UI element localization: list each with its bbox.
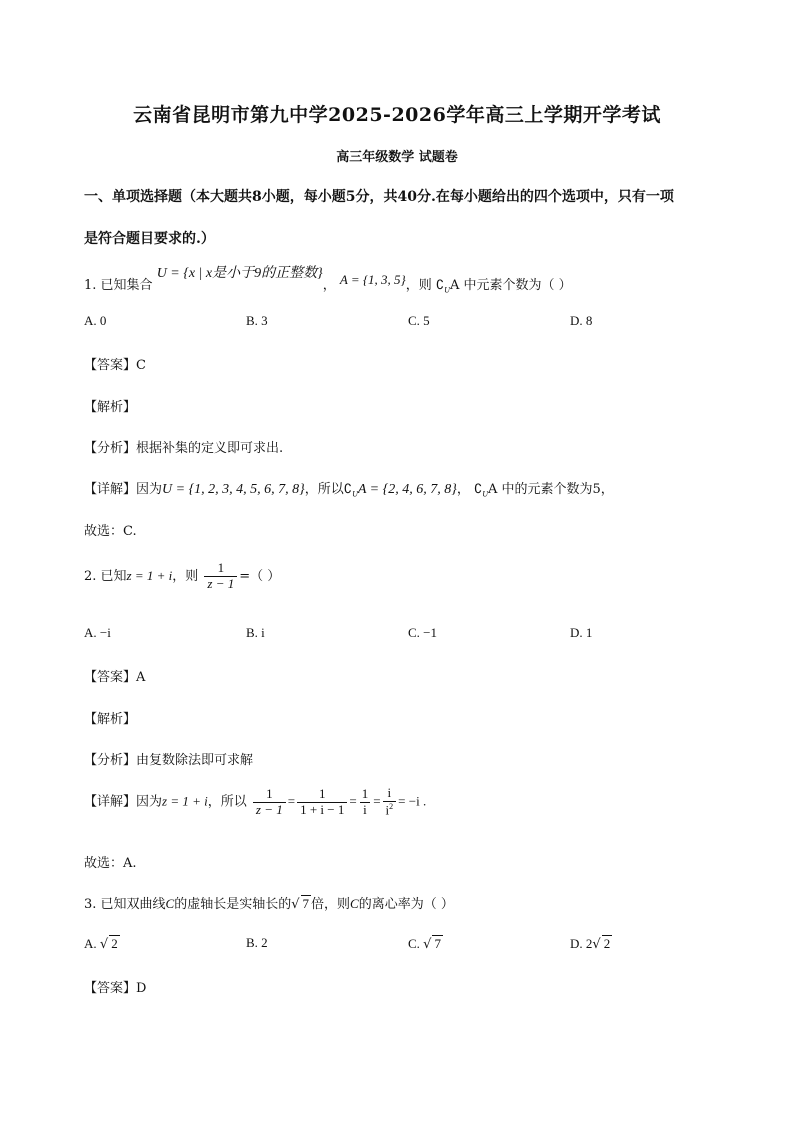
- q1-conclusion: 故选：C.: [84, 524, 137, 539]
- q2-detail-frac2: [297, 787, 347, 818]
- q2-detail-frac4: [383, 786, 397, 818]
- q2-detail-frac3: [359, 787, 372, 818]
- q3-mid: 的虚轴长是实轴长的: [174, 897, 292, 912]
- q1-complement-sub: U: [444, 285, 450, 295]
- q1-detail-a: 【详解】因为: [84, 482, 163, 497]
- q2-fraction: [204, 561, 237, 592]
- q1-detail-sub2: U: [482, 489, 489, 499]
- q1-detail-u: U = {1, 2, 3, 4, 5, 6, 7, 8}: [162, 482, 305, 497]
- q1-detail-c: ∁: [343, 482, 353, 497]
- q1-option-d: D. 8: [570, 313, 593, 328]
- q1-set-a: A = {1, 3, 5}: [339, 272, 406, 287]
- q3-opt-a-label: A.: [84, 936, 97, 951]
- q2-detail-z: z = 1 + i: [162, 793, 208, 809]
- q2-option-b: B. i: [246, 625, 265, 640]
- q3-tail: 的离心率为（ ）: [358, 897, 454, 912]
- q2-prefix: 2. 已知: [84, 568, 127, 584]
- page-subtitle: 高三年级数学 试题卷: [336, 150, 458, 165]
- q2-frac-num: 1: [217, 560, 225, 575]
- q3-opt-a-value: 2: [111, 936, 118, 951]
- q1-answer: 【答案】C: [84, 358, 146, 373]
- q1-detail: 【详解】因为U = {1, 2, 3, 4, 5, 6, 7, 8}，所以$∁_UA = \{2$, 4, 6, 7, 8}， $∁_UA$ 中的元素个数为5，: [84, 482, 614, 499]
- q3-opt-d-value: 2: [603, 936, 611, 951]
- q3-c2: C: [350, 896, 359, 911]
- q2-fenxi: 【分析】由复数除法即可求解: [84, 753, 254, 768]
- q3-mid2: 倍，则: [311, 897, 351, 912]
- q1-option-b: B. 3: [246, 313, 268, 328]
- q2-z: z = 1 + i: [126, 567, 173, 583]
- section-heading-line2: 是符合题目要求的.）: [84, 231, 215, 247]
- q1-option-a: A. 0: [84, 313, 107, 328]
- q3-option-d: D. 2√ 2: [570, 936, 611, 952]
- q2-answer: 【答案】A: [84, 670, 146, 685]
- question-1: 1. 已知集合 U = {x | x是小于9的正整数}， A = {1, 3, 5}，则 $∁_UA$ 中元素个数为（ ）: [84, 266, 572, 295]
- q1-detail-b: ，所以: [304, 482, 344, 497]
- q2-f4-exp: 2: [389, 801, 394, 811]
- q2-f3-num: 1: [361, 785, 369, 801]
- question-2: [84, 561, 280, 592]
- q3-answer: 【答案】D: [84, 981, 147, 996]
- q3-opt-c-value: 7: [434, 936, 441, 951]
- q3-option-a: A. √ 2: [84, 936, 118, 952]
- q2-f1-den: z − 1: [253, 802, 286, 818]
- q1-prefix: 1. 已知集合: [84, 278, 153, 293]
- q2-detail-frac1: [253, 787, 286, 818]
- q1-detail-sub1: U: [352, 489, 358, 499]
- q1-suffix: ，则 ∁: [405, 278, 445, 293]
- q1-option-c: C. 5: [408, 313, 430, 328]
- q2-detail: 【详解】因为z = 1 + i，所以 $\frac{1}{z - 1}$ = $\frac{1}{1 + i - 1}$ = $\frac{1}{i}$ = $\frac{i}{i^2}$ = −i .: [84, 785, 427, 818]
- q2-f4-num: i: [387, 785, 392, 800]
- q3-option-b: B. 2: [246, 935, 268, 950]
- q2-option-c: C. −1: [408, 625, 438, 640]
- q2-detail-a: 【详解】因为: [84, 794, 163, 810]
- q2-f2-num: 1: [318, 785, 326, 801]
- q2-tail: =（ ）: [239, 568, 281, 584]
- q2-option-a: A. −i: [84, 625, 111, 640]
- q2-f1-num: 1: [266, 785, 273, 801]
- q3-opt-c-label: C.: [408, 936, 420, 951]
- q3-option-c: C. √ 7: [408, 936, 441, 952]
- q1-fenxi: 【分析】根据补集的定义即可求出.: [84, 441, 284, 456]
- q1-set-u: U = {x | x是小于9的正整数}: [156, 266, 323, 281]
- q2-analysis-label: 【解析】: [84, 712, 137, 727]
- q2-option-d: D. 1: [570, 625, 593, 640]
- q2-detail-end: = −i .: [398, 793, 427, 809]
- q2-f2-den: 1 + i − 1: [297, 802, 347, 818]
- q1-detail-d: ，: [456, 482, 470, 497]
- q2-mid: ，则: [172, 568, 199, 584]
- q1-detail-set: A = {2, 4, 6, 7, 8}: [357, 482, 457, 497]
- q2-conclusion: 故选：A.: [84, 856, 137, 871]
- q1-detail-e: A 中的元素个数为5，: [488, 482, 614, 497]
- q3-c1: C: [165, 896, 175, 911]
- q3-sqrt-value: 7: [302, 896, 310, 911]
- q3-prefix: 3. 已知双曲线: [84, 897, 166, 912]
- q2-f3-den: i: [360, 802, 370, 818]
- q2-detail-b: ，所以: [207, 794, 247, 810]
- question-3: 3. 已知双曲线C的虚轴长是实轴长的√ 7 倍，则C的离心率为（ ）: [84, 896, 454, 912]
- q2-f4-den: i: [385, 802, 390, 818]
- section-heading-line1: 一、单项选择题（本大题共8小题，每小题5分，共40分.在每小题给出的四个选项中，只有一项: [84, 189, 674, 205]
- q2-frac-den: z − 1: [204, 576, 237, 592]
- q3-opt-d-label: D. 2: [570, 936, 593, 951]
- page-title: 云南省昆明市第九中学2025-2026学年高三上学期开学考试: [133, 104, 661, 126]
- q1-tail: A 中元素个数为（ ）: [449, 278, 572, 293]
- q1-analysis-label: 【解析】: [84, 400, 137, 415]
